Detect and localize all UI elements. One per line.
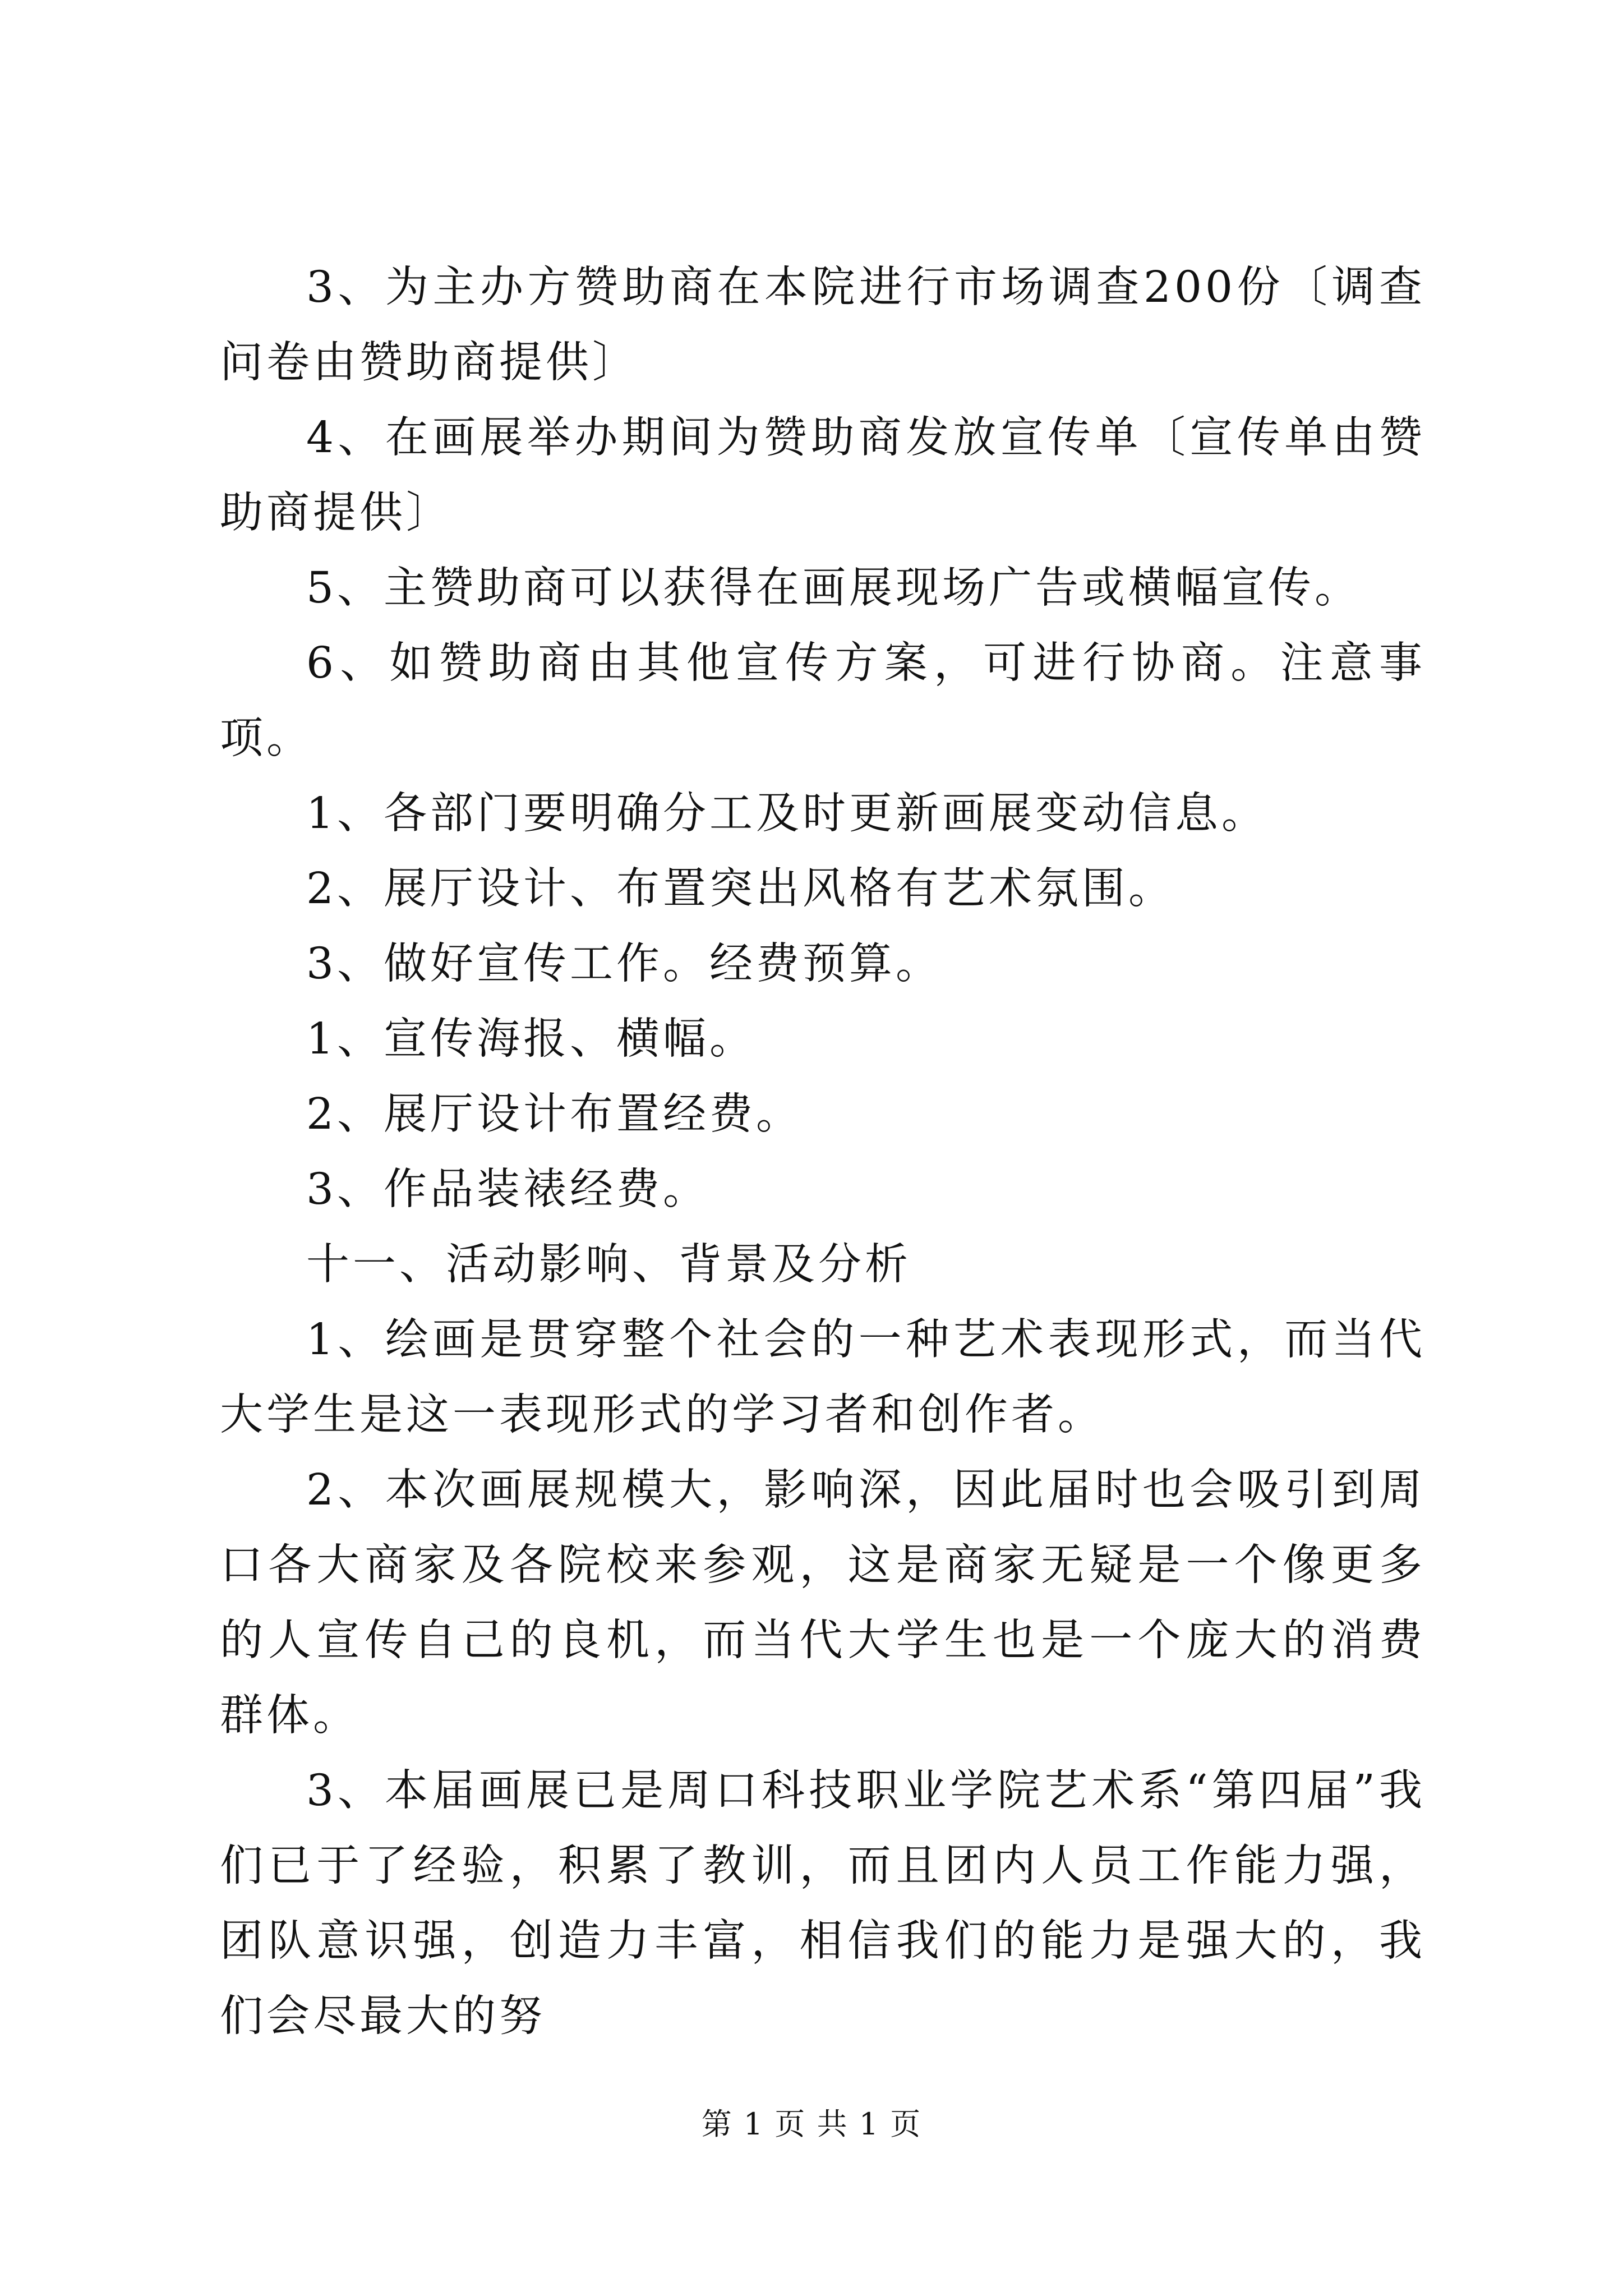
paragraph-9: 2、展厅设计布置经费。 <box>306 1089 803 1139</box>
paragraph-12: 1、绘画是贯穿整个社会的一种艺术表现形式，而当代大学生是这一表现形式的学习者和创作者。 <box>220 1315 1426 1440</box>
paragraph-6: 2、展厅设计、布置突出风格有艺术氛围。 <box>306 864 1175 914</box>
document-body <box>220 250 1426 2054</box>
paragraph-4: 6、如赞助商由其他宣传方案，可进行协商。注意事项。 <box>220 638 1426 763</box>
paragraph-3: 5、主赞助商可以获得在画展现场广告或横幅宣传。 <box>306 563 1361 613</box>
paragraph-1: 3、为主办方赞助商在本院进行市场调查200份〔调查问卷由赞助商提供〕 <box>220 263 1426 388</box>
page-footer: 第 1 页 共 1 页 <box>701 2106 922 2142</box>
paragraph-5: 1、各部门要明确分工及时更新画展变动信息。 <box>306 789 1268 839</box>
paragraph-14: 3、本届画展已是周口科技职业学院艺术系“第四届”我们已于了经验，积累了教训，而且团内人员工作能力强，团队意识强，创造力丰富，相信我们的能力是强大的，我们会尽最大的努 <box>220 1766 1426 2041</box>
section-heading: 十一、活动影响、背景及分析 <box>306 1240 911 1290</box>
paragraph-7: 3、做好宣传工作。经费预算。 <box>306 939 942 989</box>
paragraph-10: 3、作品装裱经费。 <box>306 1165 709 1214</box>
paragraph-13: 2、本次画展规模大，影响深，因此届时也会吸引到周口各大商家及各院校来参观，这是商家无疑是一个像更多的人宣传自己的良机，而当代大学生也是一个庞大的消费群体。 <box>220 1465 1426 1741</box>
paragraph-2: 4、在画展举办期间为赞助商发放宣传单〔宣传单由赞助商提供〕 <box>220 413 1426 538</box>
paragraph-8: 1、宣传海报、横幅。 <box>306 1014 756 1064</box>
